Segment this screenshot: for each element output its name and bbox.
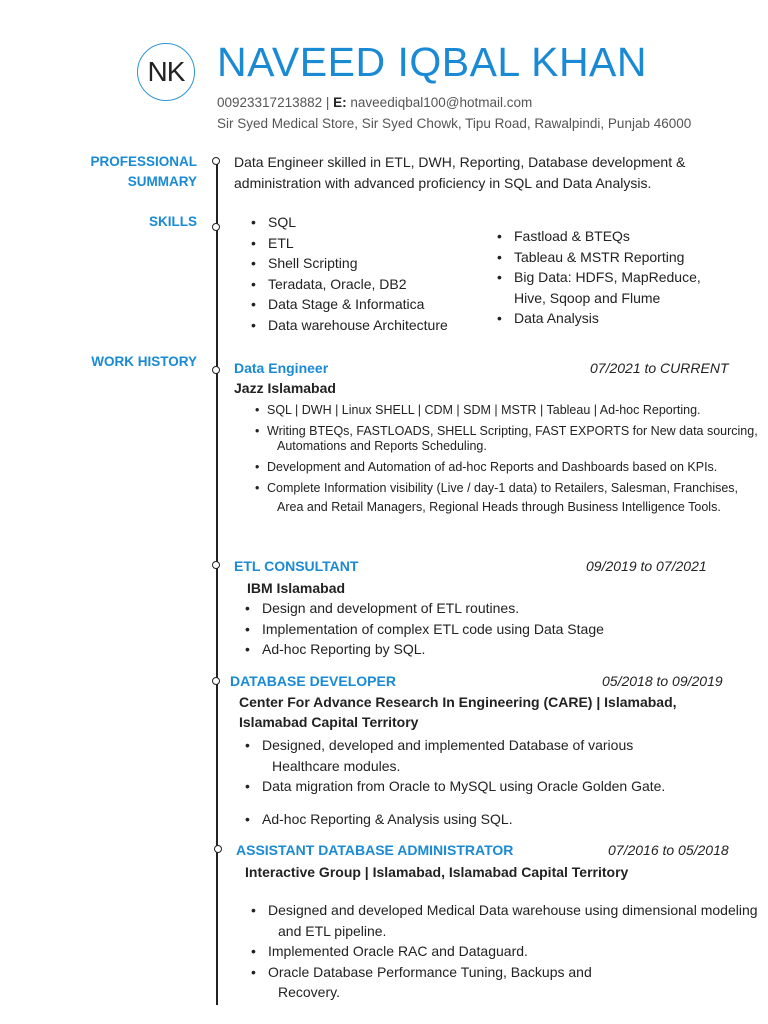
list-item xyxy=(267,480,767,516)
job-company: Jazz Islamabad xyxy=(234,380,336,396)
monogram-logo xyxy=(137,43,195,101)
separator: | xyxy=(322,95,334,110)
bullet-text: Designed, developed and implemented Database of various xyxy=(262,737,634,753)
list-item: • SQL | DWH | Linux SHELL | CDM | SDM | MSTR | Tableau | Ad-hoc Reporting. xyxy=(267,402,767,419)
skill-item: • Data warehouse Architecture xyxy=(268,315,478,336)
bullet-text: Designed and developed Medical Data warehouse using dimensional modeling xyxy=(268,902,758,918)
skill-item: • Data Analysis xyxy=(514,308,724,329)
email-link[interactable]: naveediqbal100@hotmail.com xyxy=(350,95,533,110)
company-line2: Islamabad Capital Territory xyxy=(239,714,419,730)
contact-line xyxy=(217,95,532,110)
job-bullets xyxy=(268,900,758,1003)
timeline-dot xyxy=(212,157,220,165)
skill-item: • ETL xyxy=(268,233,478,254)
list-item xyxy=(262,735,722,776)
list-item: • Ad-hoc Reporting by SQL. xyxy=(262,639,722,660)
job-company xyxy=(239,692,677,732)
company-line1: Center For Advance Research In Engineering (CARE) | Islamabad, xyxy=(239,694,677,710)
section-title-skills: SKILLS xyxy=(148,214,197,229)
bullet-text-cont: Area and Retail Managers, Regional Heads through Business Intelligence Tools. xyxy=(277,500,721,514)
skill-item: • Big Data: HDFS, MapReduce, Hive, Sqoop and Flume xyxy=(514,267,724,308)
list-item: • Ad-hoc Reporting & Analysis using SQL. xyxy=(262,809,722,830)
job-date: 07/2021 to CURRENT xyxy=(590,360,729,376)
skill-item: • Shell Scripting xyxy=(268,253,478,274)
bullet-text-cont: Automations and Reports Scheduling. xyxy=(277,439,487,453)
phone: 00923317213882 xyxy=(217,95,323,110)
bullet-text-cont: Healthcare modules. xyxy=(272,757,401,774)
bullet-text-cont: Recovery. xyxy=(278,984,340,1000)
list-item: • Implementation of complex ETL code using Data Stage xyxy=(262,619,722,640)
bullet-text: Complete Information visibility (Live / day-1 data) to Retailers, Salesman, Franchises, xyxy=(267,481,739,495)
skills-list-left xyxy=(268,212,478,335)
candidate-name: NAVEED IQBAL KHAN xyxy=(217,39,648,85)
timeline-dot xyxy=(212,677,220,685)
skills-list-right xyxy=(514,226,724,329)
timeline-dot xyxy=(212,223,220,231)
list-item xyxy=(268,962,758,1003)
skill-item: • Fastload & BTEQs xyxy=(514,226,724,247)
skill-item: • Tableau & MSTR Reporting xyxy=(514,247,724,268)
bullet-text: Oracle Database Performance Tuning, Backups and xyxy=(268,963,592,980)
timeline-dot xyxy=(212,366,220,374)
list-item: • Design and development of ETL routines. xyxy=(262,598,722,619)
job-company: Interactive Group | Islamabad, Islamabad Capital Territory xyxy=(245,864,629,880)
job-date: 07/2016 to 05/2018 xyxy=(608,842,729,858)
job-company: IBM Islamabad xyxy=(247,580,346,596)
job-title: Data Engineer xyxy=(234,360,329,376)
section-title-work-history: WORK HISTORY xyxy=(91,354,197,369)
bullet-text: Writing BTEQs, FASTLOADS, SHELL Scripting, FAST EXPORTS for New data sourcing, xyxy=(267,424,758,438)
job-title: DATABASE DEVELOPER xyxy=(230,673,396,689)
summary-text: Data Engineer skilled in ETL, DWH, Reporting, Database development & administration with advanced proficiency in SQL and Data Analysis. xyxy=(234,154,686,191)
job-bullets xyxy=(267,402,767,520)
job-title: ASSISTANT DATABASE ADMINISTRATOR xyxy=(236,842,514,858)
job-bullets xyxy=(262,598,722,660)
job-date: 05/2018 to 09/2019 xyxy=(602,673,723,689)
list-item xyxy=(267,423,767,455)
initials: NK xyxy=(147,56,185,87)
timeline-line xyxy=(216,160,218,1005)
job-title: ETL CONSULTANT xyxy=(234,558,359,574)
timeline-dot xyxy=(214,845,222,853)
address: Sir Syed Medical Store, Sir Syed Chowk, Tipu Road, Rawalpindi, Punjab 46000 xyxy=(217,116,692,131)
skill-item: • Teradata, Oracle, DB2 xyxy=(268,274,478,295)
list-item: • Data migration from Oracle to MySQL using Oracle Golden Gate. xyxy=(262,776,722,797)
list-item: • Implemented Oracle RAC and Dataguard. xyxy=(268,941,758,962)
skill-item: • SQL xyxy=(268,212,478,233)
list-item xyxy=(268,900,758,941)
timeline-dot xyxy=(212,561,220,569)
list-item: • Development and Automation of ad-hoc Reports and Dashboards based on KPIs. xyxy=(267,459,767,476)
bullet-text-cont: and ETL pipeline. xyxy=(278,922,387,939)
job-date: 09/2019 to 07/2021 xyxy=(586,558,707,574)
summary-title-line1: PROFESSIONAL xyxy=(90,154,197,169)
job-bullets xyxy=(262,735,722,829)
section-title-summary xyxy=(90,152,197,192)
summary-title-line2: SUMMARY xyxy=(127,174,197,189)
email-label: E: xyxy=(333,95,347,110)
skill-item: • Data Stage & Informatica xyxy=(268,294,478,315)
